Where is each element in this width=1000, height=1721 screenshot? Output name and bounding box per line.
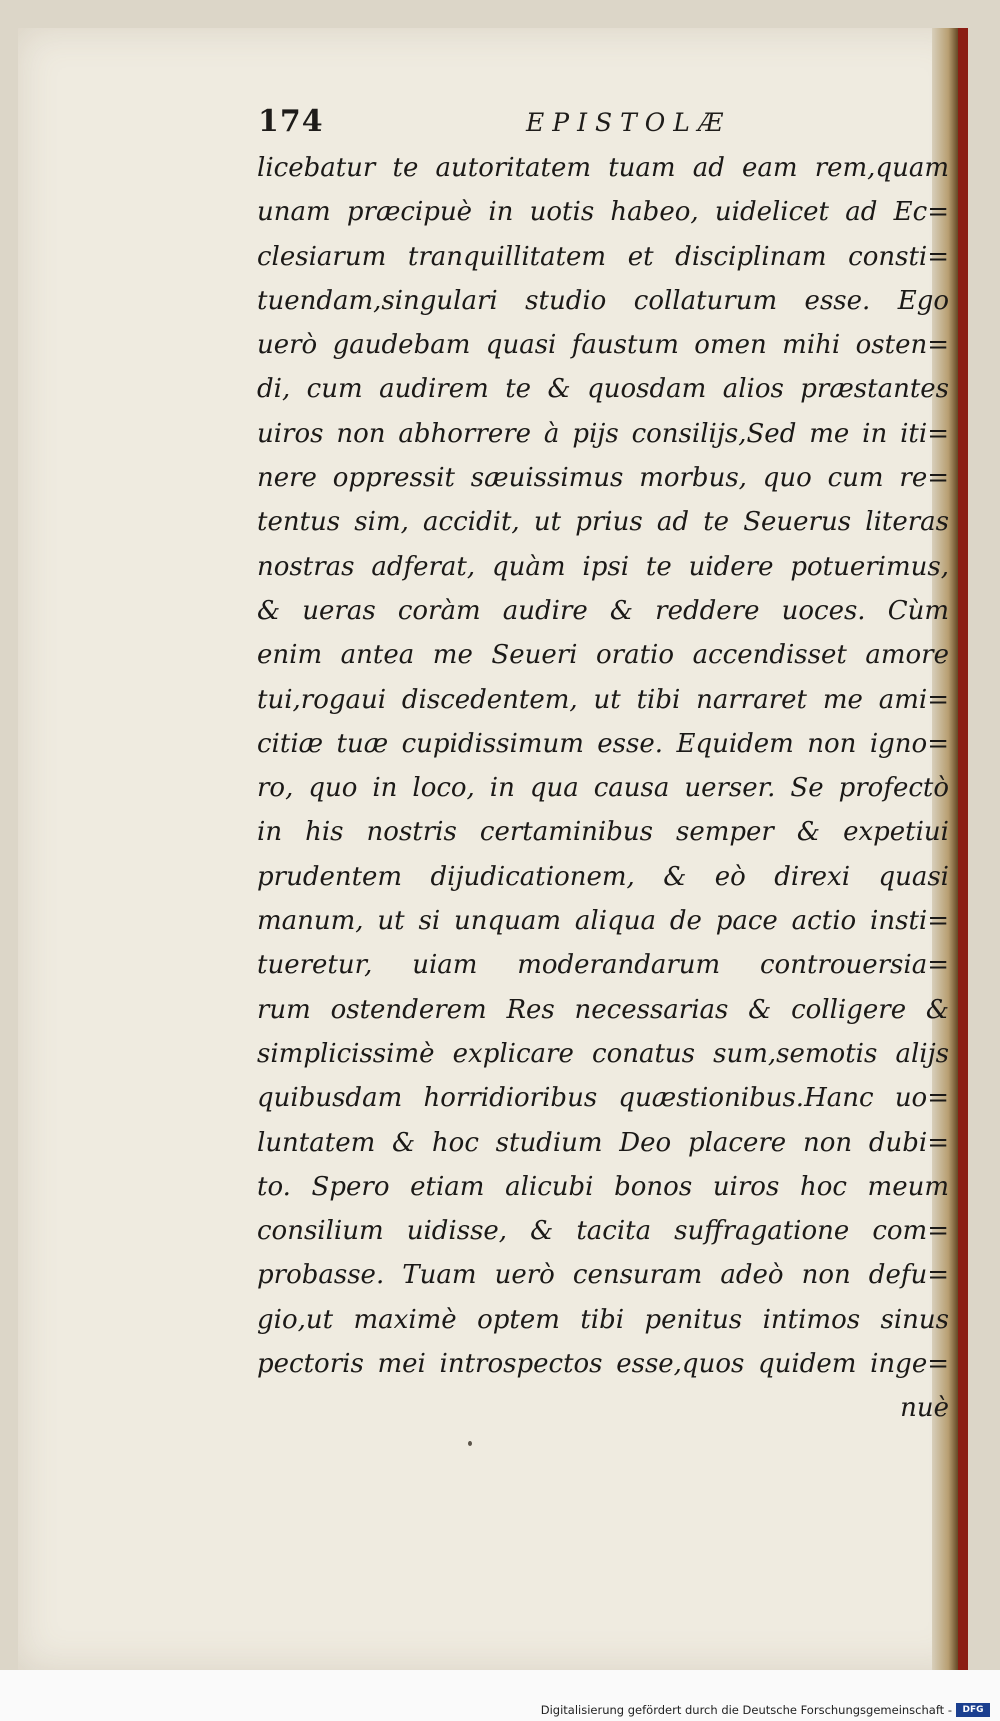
text-line: di, cum audirem te & quosdam alios præstantes — [257, 374, 949, 405]
page-edge-red — [958, 28, 968, 1670]
text-line: & ueras coràm audire & reddere uoces. Cùm — [257, 595, 949, 626]
text-line: gio,ut maximè optem tibi penitus intimos sinus — [257, 1304, 949, 1335]
text-line: unam præcipuè in uotis habeo, uidelicet ad Ec= — [257, 197, 949, 228]
text-line: pectoris mei introspectos esse,quos quidem inge= — [257, 1349, 949, 1380]
page-number: 174 — [258, 104, 324, 139]
text-line: licebatur te autoritatem tuam ad eam rem,quam — [257, 153, 949, 183]
text-line: tui,rogaui discedentem, ut tibi narraret me ami= — [257, 684, 949, 715]
text-line: ro, quo in loco, in qua causa uerser. Se profectò — [257, 773, 949, 804]
text-line: consilium uidisse, & tacita suffragatione com= — [257, 1216, 949, 1247]
text-line: manum, ut si unquam aliqua de pace actio insti= — [257, 906, 949, 937]
text-line: citiæ tuæ cupidissimum esse. Equidem non igno= — [257, 728, 949, 759]
digitization-credit: Digitalisierung gefördert durch die Deutsche Forschungsgemeinschaft - — [540, 1703, 952, 1717]
ink-speck — [468, 1441, 472, 1446]
text-line: to. Spero etiam alicubi bonos uiros hoc meum — [257, 1171, 949, 1202]
text-line: tueretur, uiam moderandarum controuersia= — [257, 950, 949, 981]
dfg-logo[interactable]: DFG — [956, 1703, 990, 1717]
body-text — [257, 146, 949, 1431]
text-line: tentus sim, accidit, ut prius ad te Seuerus literas — [257, 507, 949, 538]
text-line: rum ostenderem Res necessarias & colligere & — [257, 994, 949, 1025]
text-line: prudentem dijudicationem, & eò direxi quasi — [257, 861, 949, 892]
text-line: uerò gaudebam quasi faustum omen mihi osten= — [257, 330, 949, 361]
text-line: simplicissimè explicare conatus sum,semotis alijs — [257, 1038, 949, 1069]
text-line: tuendam,singulari studio collaturum esse. Ego — [257, 285, 949, 316]
text-line: in his nostris certaminibus semper & expetiui — [257, 817, 949, 848]
text-line: uiros non abhorrere à pijs consilijs,Sed me in iti= — [257, 418, 949, 449]
text-line: nostras adferat, quàm ipsi te uidere potuerimus, — [257, 551, 949, 582]
text-line: probasse. Tuam uerò censuram adeò non defu= — [257, 1260, 949, 1291]
text-line: nere oppressit sæuissimus morbus, quo cum re= — [257, 463, 949, 494]
running-head-title: EPISTOLÆ — [526, 108, 731, 137]
text-line: nuè — [900, 1393, 949, 1424]
text-line: enim antea me Seueri oratio accendisset amore — [257, 640, 949, 671]
text-line: luntatem & hoc studium Deo placere non dubi= — [257, 1127, 949, 1158]
text-line: quibusdam horridioribus quæstionibus.Hanc uo= — [257, 1083, 949, 1114]
running-head — [258, 104, 938, 144]
text-line: clesiarum tranquillitatem et disciplinam consti= — [257, 241, 949, 272]
